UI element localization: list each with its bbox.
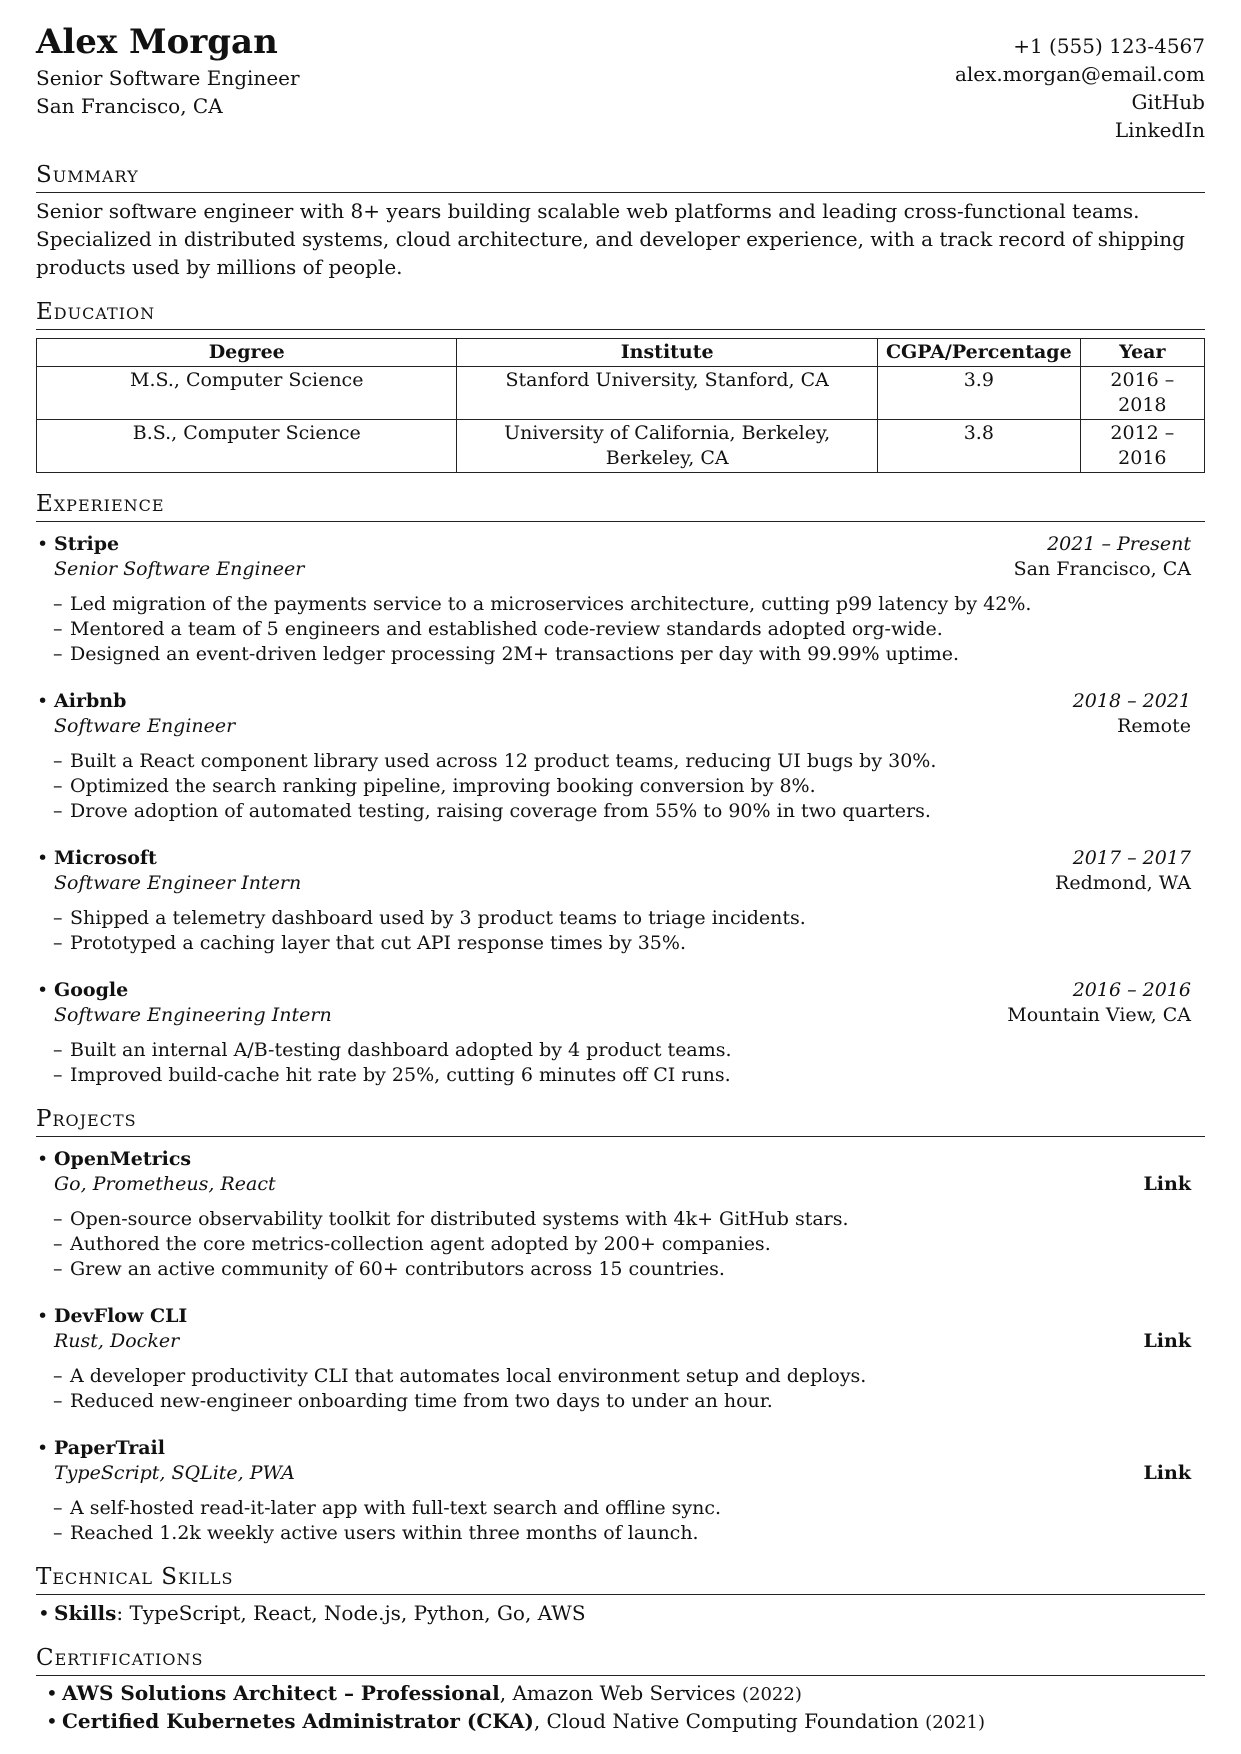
list-item: – Built an internal A/B-testing dashboard adopted by 4 product teams. — [70, 1038, 1205, 1063]
skills-heading: Technical Skills — [36, 1562, 1205, 1595]
list-item: – Led migration of the payments service to a microservices architecture, cutting p99 latency by 42%. — [70, 592, 1205, 617]
project-entry — [36, 1147, 1205, 1282]
cert-year: (2022) — [741, 1684, 802, 1705]
project-name: • OpenMetrics — [54, 1147, 191, 1172]
cert-name: AWS Solutions Architect – Professional — [62, 1681, 500, 1705]
list-item: – Built a React component library used across 12 product teams, reducing UI bugs by 30%. — [70, 749, 1205, 774]
year-cell: 2012 – 2016 — [1080, 420, 1204, 473]
date-range: 2016 – 2016 — [1072, 979, 1191, 1001]
list-item: – A developer productivity CLI that automates local environment setup and deploys. — [70, 1364, 1205, 1389]
project-tech: TypeScript, SQLite, PWA — [54, 1462, 295, 1484]
resume-page — [36, 20, 1205, 1736]
projects-heading: Projects — [36, 1104, 1205, 1137]
project-link[interactable]: Link — [1143, 1173, 1191, 1195]
list-item: – Improved build-cache hit rate by 25%, cutting 6 minutes off CI runs. — [70, 1063, 1205, 1088]
list-item: – Designed an event-driven ledger processing 2M+ transactions per day with 99.99% uptime. — [70, 642, 1205, 667]
role-title: Software Engineer Intern — [54, 872, 302, 894]
linkedin-link[interactable]: LinkedIn — [1114, 118, 1205, 142]
project-name: • DevFlow CLI — [54, 1304, 187, 1329]
institute-cell: University of California, Berkeley, Berkeley, CA — [457, 420, 877, 473]
project-tech: Rust, Docker — [54, 1330, 180, 1352]
cert-year: (2021) — [925, 1712, 986, 1733]
contact-block — [955, 20, 1205, 144]
role-title: Senior Software Engineer — [54, 558, 305, 580]
education-table — [36, 338, 1205, 473]
table-row — [37, 420, 1205, 473]
cert-name: Certified Kubernetes Administrator (CKA) — [62, 1709, 534, 1733]
cert-issuer: , Cloud Native Computing Foundation — [533, 1709, 919, 1733]
education-heading: Education — [36, 297, 1205, 330]
resume-header — [36, 20, 1205, 144]
experience-entry — [36, 532, 1205, 667]
project-name: • PaperTrail — [54, 1436, 165, 1461]
github-link[interactable]: GitHub — [1131, 90, 1205, 114]
phone-number: +1 (555) 123-4567 — [1013, 34, 1205, 58]
project-link[interactable]: Link — [1143, 1330, 1191, 1352]
cgpa-cell: 3.9 — [877, 367, 1080, 420]
email-link[interactable]: alex.morgan@email.com — [954, 62, 1205, 86]
company-name: • Airbnb — [54, 689, 126, 714]
list-item: – Shipped a telemetry dashboard used by 3 product teams to triage incidents. — [70, 906, 1205, 931]
job-location: Remote — [1117, 715, 1191, 737]
project-tech: Go, Prometheus, React — [54, 1173, 276, 1195]
identity-block — [36, 20, 300, 120]
company-name: • Google — [54, 978, 128, 1003]
col-cgpa: CGPA/Percentage — [877, 339, 1080, 367]
table-row — [37, 367, 1205, 420]
project-entry — [36, 1304, 1205, 1414]
skills-label: Skills — [54, 1601, 117, 1625]
institute-cell: Stanford University, Stanford, CA — [457, 367, 877, 420]
certifications-heading: Certifications — [36, 1643, 1205, 1676]
education-header-row — [37, 339, 1205, 367]
date-range: 2017 – 2017 — [1072, 847, 1191, 869]
date-range: 2018 – 2021 — [1072, 690, 1191, 712]
experience-heading: Experience — [36, 489, 1205, 522]
col-degree: Degree — [37, 339, 457, 367]
degree-cell: B.S., Computer Science — [37, 420, 457, 473]
cgpa-cell: 3.8 — [877, 420, 1080, 473]
certifications-list — [36, 1680, 1205, 1736]
summary-text: Senior software engineer with 8+ years building scalable web platforms and leading cross-functional teams. Specialized in distributed systems, cloud architecture, and developer experience, with a track record of shipping products used by millions of people. — [36, 199, 1185, 279]
skills-value: : TypeScript, React, Node.js, Python, Go, AWS — [116, 1601, 586, 1625]
projects-list — [36, 1147, 1205, 1546]
experience-entry — [36, 846, 1205, 956]
list-item: – Optimized the search ranking pipeline, improving booking conversion by 8%. — [70, 774, 1205, 799]
job-title: Senior Software Engineer — [36, 66, 300, 90]
role-title: Software Engineering Intern — [54, 1004, 332, 1026]
experience-list — [36, 532, 1205, 1088]
list-item: – Mentored a team of 5 engineers and established code-review standards adopted org-wide. — [70, 617, 1205, 642]
col-institute: Institute — [457, 339, 877, 367]
company-name: • Microsoft — [54, 846, 157, 871]
list-item: – Drove adoption of automated testing, raising coverage from 55% to 90% in two quarters. — [70, 799, 1205, 824]
project-entry — [36, 1436, 1205, 1546]
full-name: Alex Morgan — [36, 22, 278, 62]
experience-entry — [36, 978, 1205, 1088]
year-cell: 2016 – 2018 — [1080, 367, 1204, 420]
list-item — [36, 1708, 1205, 1736]
degree-cell: M.S., Computer Science — [37, 367, 457, 420]
skills-line — [36, 1599, 1205, 1627]
list-item: – Open-source observability toolkit for distributed systems with 4k+ GitHub stars. — [70, 1207, 1205, 1232]
list-item: – Reduced new-engineer onboarding time from two days to under an hour. — [70, 1389, 1205, 1414]
summary-heading: Summary — [36, 160, 1205, 193]
project-link[interactable]: Link — [1143, 1462, 1191, 1484]
list-item: – Authored the core metrics-collection agent adopted by 200+ companies. — [70, 1232, 1205, 1257]
company-name: • Stripe — [54, 532, 119, 557]
job-location: Mountain View, CA — [1007, 1004, 1191, 1026]
list-item: – Grew an active community of 60+ contributors across 15 countries. — [70, 1257, 1205, 1282]
list-item — [36, 1680, 1205, 1708]
job-location: Redmond, WA — [1055, 872, 1191, 894]
cert-issuer: , Amazon Web Services — [499, 1681, 736, 1705]
experience-entry — [36, 689, 1205, 824]
list-item: – Prototyped a caching layer that cut API response times by 35%. — [70, 931, 1205, 956]
date-range: 2021 – Present — [1047, 533, 1191, 555]
list-item: – A self-hosted read-it-later app with full-text search and offline sync. — [70, 1496, 1205, 1521]
job-location: San Francisco, CA — [1013, 558, 1191, 580]
location: San Francisco, CA — [36, 94, 223, 118]
list-item: – Reached 1.2k weekly active users within three months of launch. — [70, 1521, 1205, 1546]
col-year: Year — [1080, 339, 1204, 367]
role-title: Software Engineer — [54, 715, 236, 737]
